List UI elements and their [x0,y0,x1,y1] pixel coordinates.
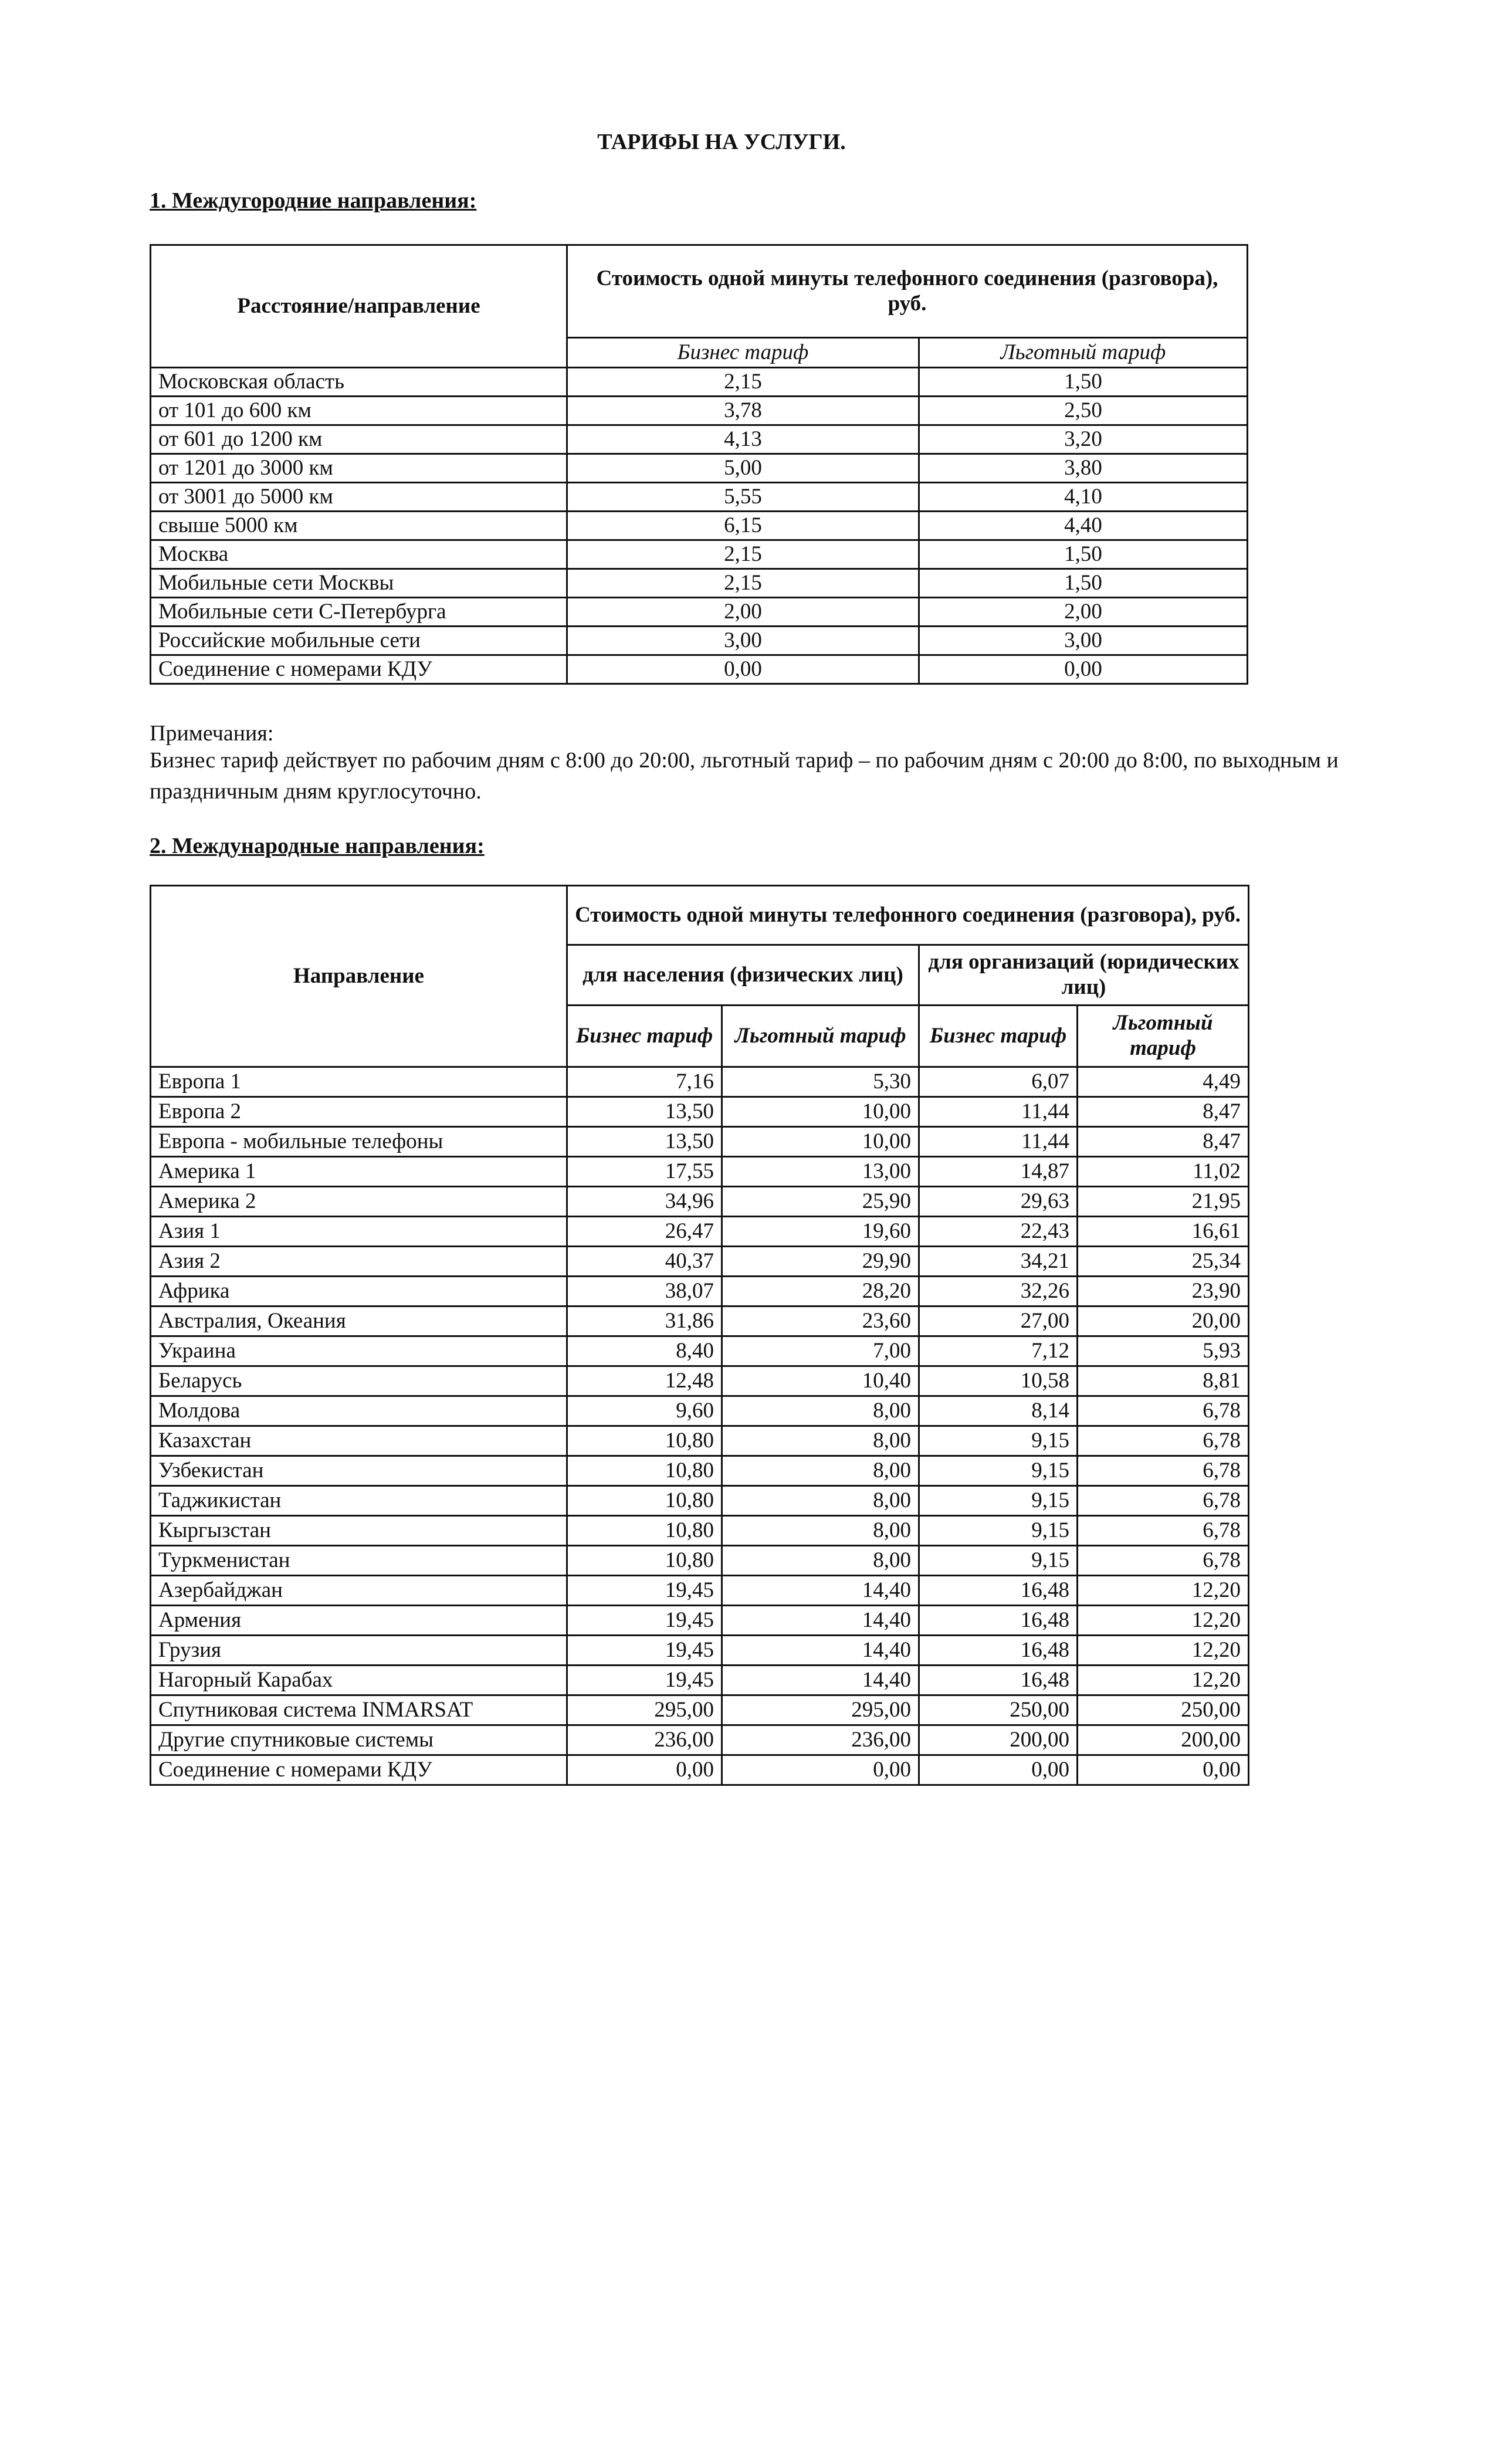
section-1-heading: 1. Междугородние направления: [150,188,477,213]
ind-discount-cell: 236,00 [722,1725,919,1755]
org-discount-cell: 200,00 [1078,1725,1249,1755]
table-row [151,397,1248,425]
discount-tariff-cell: 3,20 [919,425,1248,454]
table-row [151,1097,1249,1127]
org-business-cell: 11,44 [919,1097,1078,1127]
direction-cell: Мобильные сети С-Петербурга [151,598,567,627]
ind-business-header: Бизнес тариф [567,1006,722,1067]
business-tariff-cell: 2,15 [567,368,919,397]
ind-discount-cell: 23,60 [722,1307,919,1336]
direction-cell: Мобильные сети Москвы [151,569,567,598]
table-row [151,368,1248,397]
discount-tariff-cell: 1,50 [919,540,1248,569]
discount-tariff-cell: 1,50 [919,569,1248,598]
org-business-cell: 9,15 [919,1486,1078,1516]
ind-discount-cell: 14,40 [722,1576,919,1606]
table-row [151,1695,1249,1725]
business-tariff-cell: 2,15 [567,540,919,569]
direction-cell: Таджикистан [151,1486,567,1516]
table-row [151,1366,1249,1396]
table-row [151,1426,1249,1456]
direction-cell: Азербайджан [151,1576,567,1606]
ind-business-cell: 10,80 [567,1486,722,1516]
org-business-cell: 250,00 [919,1695,1078,1725]
ind-discount-cell: 10,00 [722,1097,919,1127]
ind-business-cell: 19,45 [567,1576,722,1606]
ind-business-cell: 34,96 [567,1187,722,1217]
direction-cell: свыше 5000 км [151,512,567,540]
org-business-cell: 10,58 [919,1366,1078,1396]
ind-business-cell: 19,45 [567,1606,722,1636]
direction-cell: Америка 2 [151,1187,567,1217]
ind-business-cell: 10,80 [567,1456,722,1486]
direction-cell: от 3001 до 5000 км [151,483,567,512]
org-business-cell: 14,87 [919,1157,1078,1187]
table-row [151,569,1248,598]
table-row [151,1277,1249,1307]
table-row [151,1636,1249,1666]
discount-tariff-cell: 3,80 [919,454,1248,483]
direction-cell: Молдова [151,1396,567,1426]
org-discount-cell: 20,00 [1078,1307,1249,1336]
table-row [151,1187,1249,1217]
table-row [151,1307,1249,1336]
table-row [151,627,1248,655]
domestic-tariffs-table [150,244,1248,685]
table-row [151,1127,1249,1157]
section-2-heading: 2. Международные направления: [150,834,485,858]
direction-cell: Кыргызстан [151,1516,567,1546]
table-row [151,1456,1249,1486]
international-tariffs-table [150,885,1249,1786]
org-business-cell: 32,26 [919,1277,1078,1307]
org-discount-header: Льготный тариф [1078,1006,1249,1067]
org-discount-cell: 12,20 [1078,1576,1249,1606]
ind-discount-cell: 13,00 [722,1157,919,1187]
org-business-cell: 200,00 [919,1725,1078,1755]
org-discount-cell: 6,78 [1078,1546,1249,1576]
org-discount-cell: 0,00 [1078,1755,1249,1785]
ind-discount-cell: 29,90 [722,1247,919,1277]
table-row [151,540,1248,569]
direction-cell: Туркменистан [151,1546,567,1576]
ind-business-cell: 13,50 [567,1127,722,1157]
table-row [151,483,1248,512]
ind-business-cell: 0,00 [567,1755,722,1785]
ind-discount-cell: 19,60 [722,1217,919,1247]
org-business-cell: 8,14 [919,1396,1078,1426]
org-discount-cell: 8,81 [1078,1366,1249,1396]
org-discount-cell: 8,47 [1078,1127,1249,1157]
ind-discount-cell: 8,00 [722,1426,919,1456]
table-row [151,1067,1249,1097]
direction-cell: Австралия, Океания [151,1307,567,1336]
org-business-cell: 27,00 [919,1307,1078,1336]
ind-business-cell: 17,55 [567,1157,722,1187]
direction-cell: Узбекистан [151,1456,567,1486]
cost-column-header: Стоимость одной минуты телефонного соединения (разговора), руб. [567,245,1248,338]
direction-cell: Беларусь [151,1366,567,1396]
direction-cell: от 101 до 600 км [151,397,567,425]
table-row [151,598,1248,627]
ind-business-cell: 10,80 [567,1546,722,1576]
org-discount-cell: 6,78 [1078,1426,1249,1456]
org-business-cell: 9,15 [919,1546,1078,1576]
org-discount-cell: 5,93 [1078,1336,1249,1366]
ind-business-cell: 10,80 [567,1426,722,1456]
ind-discount-cell: 0,00 [722,1755,919,1785]
direction-cell: Соединение с номерами КДУ [151,1755,567,1785]
table-row [151,1157,1249,1187]
discount-tariff-cell: 3,00 [919,627,1248,655]
direction-cell: Спутниковая система INMARSAT [151,1695,567,1725]
table-row [151,1336,1249,1366]
ind-discount-header: Льготный тариф [722,1006,919,1067]
notes-text: Бизнес тариф действует по рабочим дням с 8:00 до 20:00, льготный тариф – по рабочим дням с 20:00 до 8:00, по выходным и праздничным дням круглосуточно. [150,748,1339,804]
direction-cell: Европа 2 [151,1097,567,1127]
business-tariff-cell: 6,15 [567,512,919,540]
table-row [151,1725,1249,1755]
direction-cell: Америка 1 [151,1157,567,1187]
org-discount-cell: 6,78 [1078,1486,1249,1516]
ind-discount-cell: 10,40 [722,1366,919,1396]
ind-discount-cell: 5,30 [722,1067,919,1097]
ind-business-cell: 10,80 [567,1516,722,1546]
org-business-cell: 16,48 [919,1636,1078,1666]
page-title: ТАРИФЫ НА УСЛУГИ. [597,130,846,154]
direction-cell: Африка [151,1277,567,1307]
direction-cell: от 1201 до 3000 км [151,454,567,483]
direction-cell: Европа 1 [151,1067,567,1097]
table-row [151,1576,1249,1606]
org-business-cell: 34,21 [919,1247,1078,1277]
direction-cell: Другие спутниковые системы [151,1725,567,1755]
ind-discount-cell: 14,40 [722,1666,919,1695]
org-discount-cell: 6,78 [1078,1396,1249,1426]
org-business-cell: 9,15 [919,1456,1078,1486]
individuals-header: для населения (физических лиц) [567,945,919,1006]
org-discount-cell: 11,02 [1078,1157,1249,1187]
table-row [151,425,1248,454]
ind-business-cell: 40,37 [567,1247,722,1277]
org-discount-cell: 16,61 [1078,1217,1249,1247]
direction-column-header: Расстояние/направление [151,245,567,368]
table-row [151,1666,1249,1695]
direction-cell: Грузия [151,1636,567,1666]
business-tariff-cell: 2,15 [567,569,919,598]
org-business-cell: 16,48 [919,1606,1078,1636]
table-row [151,1546,1249,1576]
table-row [151,1247,1249,1277]
direction-cell: Азия 1 [151,1217,567,1247]
org-business-cell: 29,63 [919,1187,1078,1217]
table-row [151,655,1248,684]
ind-business-cell: 236,00 [567,1725,722,1755]
ind-business-cell: 12,48 [567,1366,722,1396]
org-business-cell: 9,15 [919,1426,1078,1456]
direction-cell: Соединение с номерами КДУ [151,655,567,684]
ind-business-cell: 8,40 [567,1336,722,1366]
direction-cell: Азия 2 [151,1247,567,1277]
discount-tariff-cell: 4,40 [919,512,1248,540]
table-row [151,512,1248,540]
business-tariff-cell: 5,55 [567,483,919,512]
direction-cell: Украина [151,1336,567,1366]
table-row [151,454,1248,483]
direction-cell: Нагорный Карабах [151,1666,567,1695]
direction-cell: Российские мобильные сети [151,627,567,655]
direction-cell: Московская область [151,368,567,397]
discount-tariff-header: Льготный тариф [919,338,1248,368]
ind-business-cell: 295,00 [567,1695,722,1725]
business-tariff-cell: 4,13 [567,425,919,454]
org-discount-cell: 4,49 [1078,1067,1249,1097]
direction-cell: Казахстан [151,1426,567,1456]
org-business-cell: 7,12 [919,1336,1078,1366]
direction-cell: Армения [151,1606,567,1636]
notes-label: Примечания: [150,721,274,746]
discount-tariff-cell: 2,50 [919,397,1248,425]
ind-business-cell: 9,60 [567,1396,722,1426]
direction-column-header: Направление [151,886,567,1067]
discount-tariff-cell: 2,00 [919,598,1248,627]
ind-discount-cell: 8,00 [722,1546,919,1576]
ind-discount-cell: 8,00 [722,1516,919,1546]
ind-business-cell: 19,45 [567,1636,722,1666]
direction-cell: от 601 до 1200 км [151,425,567,454]
org-discount-cell: 12,20 [1078,1606,1249,1636]
org-discount-cell: 21,95 [1078,1187,1249,1217]
table-row [151,1755,1249,1785]
cost-column-header: Стоимость одной минуты телефонного соединения (разговора), руб. [567,886,1249,945]
ind-discount-cell: 8,00 [722,1396,919,1426]
business-tariff-header: Бизнес тариф [567,338,919,368]
business-tariff-cell: 5,00 [567,454,919,483]
org-discount-cell: 6,78 [1078,1456,1249,1486]
ind-business-cell: 26,47 [567,1217,722,1247]
ind-business-cell: 7,16 [567,1067,722,1097]
table-row [151,1396,1249,1426]
ind-business-cell: 31,86 [567,1307,722,1336]
table-row [151,1516,1249,1546]
table-row [151,1486,1249,1516]
ind-discount-cell: 295,00 [722,1695,919,1725]
org-business-cell: 0,00 [919,1755,1078,1785]
business-tariff-cell: 0,00 [567,655,919,684]
org-business-cell: 16,48 [919,1666,1078,1695]
direction-cell: Москва [151,540,567,569]
ind-discount-cell: 10,00 [722,1127,919,1157]
org-business-header: Бизнес тариф [919,1006,1078,1067]
ind-business-cell: 13,50 [567,1097,722,1127]
discount-tariff-cell: 4,10 [919,483,1248,512]
org-discount-cell: 8,47 [1078,1097,1249,1127]
org-discount-cell: 12,20 [1078,1666,1249,1695]
business-tariff-cell: 3,78 [567,397,919,425]
ind-business-cell: 19,45 [567,1666,722,1695]
org-discount-cell: 6,78 [1078,1516,1249,1546]
ind-discount-cell: 8,00 [722,1486,919,1516]
table-row [151,1606,1249,1636]
org-business-cell: 22,43 [919,1217,1078,1247]
ind-discount-cell: 14,40 [722,1636,919,1666]
discount-tariff-cell: 0,00 [919,655,1248,684]
ind-discount-cell: 14,40 [722,1606,919,1636]
ind-business-cell: 38,07 [567,1277,722,1307]
org-discount-cell: 250,00 [1078,1695,1249,1725]
org-business-cell: 6,07 [919,1067,1078,1097]
ind-discount-cell: 8,00 [722,1456,919,1486]
org-discount-cell: 23,90 [1078,1277,1249,1307]
org-business-cell: 9,15 [919,1516,1078,1546]
organizations-header: для организаций (юридических лиц) [919,945,1249,1006]
business-tariff-cell: 3,00 [567,627,919,655]
discount-tariff-cell: 1,50 [919,368,1248,397]
table-row [151,1217,1249,1247]
business-tariff-cell: 2,00 [567,598,919,627]
direction-cell: Европа - мобильные телефоны [151,1127,567,1157]
ind-discount-cell: 7,00 [722,1336,919,1366]
org-discount-cell: 12,20 [1078,1636,1249,1666]
ind-discount-cell: 25,90 [722,1187,919,1217]
org-discount-cell: 25,34 [1078,1247,1249,1277]
org-business-cell: 11,44 [919,1127,1078,1157]
ind-discount-cell: 28,20 [722,1277,919,1307]
org-business-cell: 16,48 [919,1576,1078,1606]
